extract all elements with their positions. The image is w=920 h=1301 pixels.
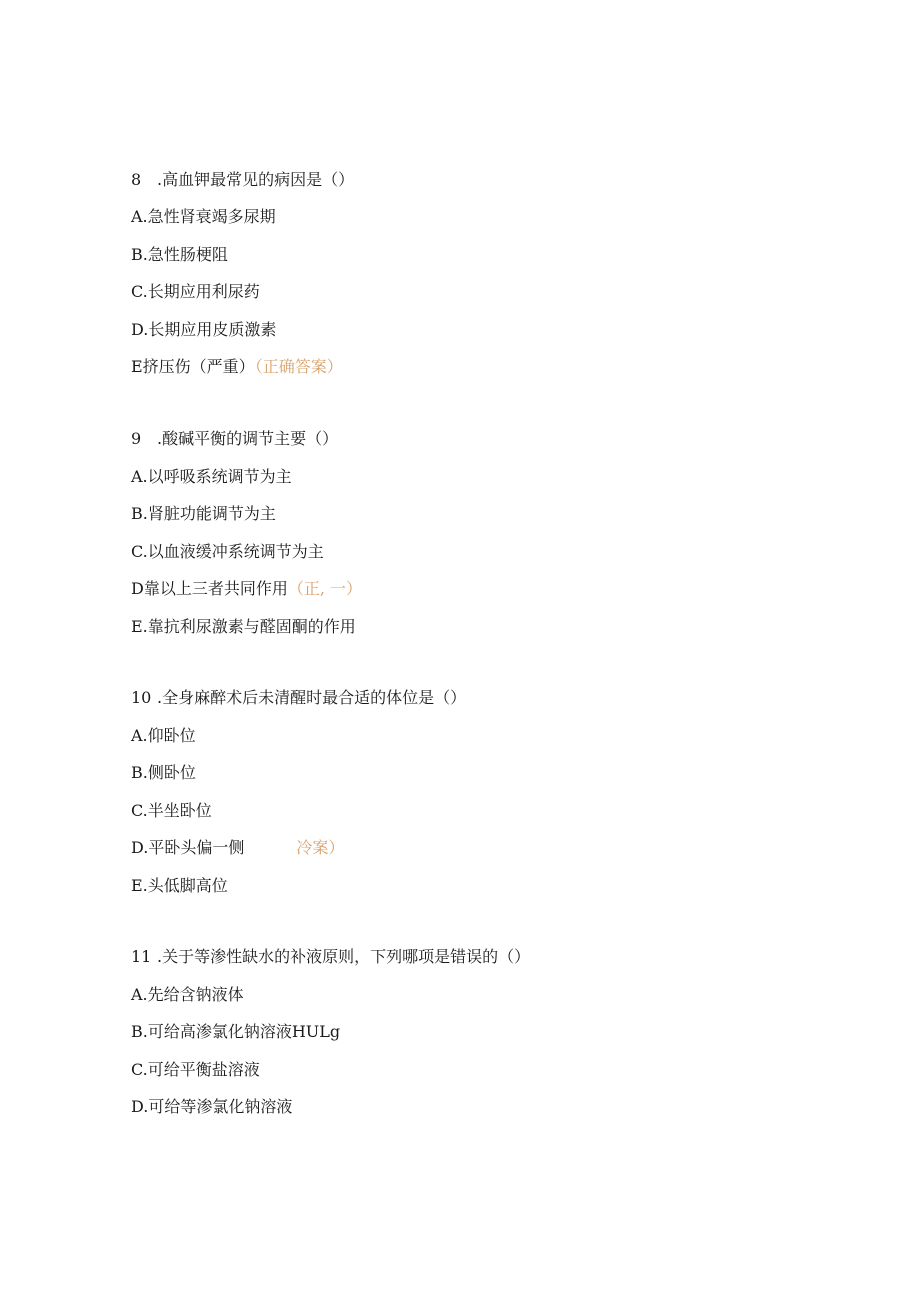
question-9-option-b — [131, 504, 276, 524]
question-11-option-b — [131, 1022, 340, 1042]
option-text: B.侧卧位 — [131, 763, 196, 782]
question-text: .酸碱平衡的调节主要（） — [157, 429, 339, 448]
question-number: 8 — [131, 170, 142, 189]
question-number: 10 — [131, 688, 152, 707]
option-text: C.长期应用利尿药 — [131, 282, 260, 301]
option-text: C.以血液缓冲系统调节为主 — [131, 542, 324, 561]
option-text: B.可给高渗氯化钠溶液HULg — [131, 1022, 341, 1041]
question-text: .高血钾最常见的病因是（） — [157, 170, 355, 189]
option-text: D.平卧头偏一侧 — [131, 838, 245, 857]
question-8-option-e — [131, 357, 343, 377]
question-9-option-c — [131, 542, 324, 562]
question-10-stem — [131, 688, 466, 708]
option-text: D.长期应用皮质激素 — [131, 320, 277, 339]
option-text: E挤压伤（严重） — [131, 357, 255, 376]
option-text: A.以呼吸系统调节为主 — [131, 467, 292, 486]
option-text: A.急性肾衰竭多尿期 — [131, 207, 276, 226]
question-10-option-a — [131, 726, 196, 746]
answer-mark: 冷案） — [296, 838, 345, 857]
option-text: E.头低脚高位 — [131, 876, 228, 895]
question-11-option-c — [131, 1060, 260, 1080]
question-10-option-d — [131, 838, 344, 858]
option-text: A.仰卧位 — [131, 726, 196, 745]
question-10-option-e — [131, 876, 228, 896]
question-text: .全身麻醉术后未清醒时最合适的体位是（） — [157, 688, 467, 707]
option-text: D.可给等渗氯化钠溶液 — [131, 1097, 293, 1116]
option-text: C.半坐卧位 — [131, 801, 212, 820]
question-11-option-d — [131, 1097, 292, 1117]
question-number: 9 — [131, 429, 142, 448]
option-text: A.先给含钠液体 — [131, 985, 244, 1004]
question-9-stem — [131, 429, 338, 449]
option-text: D靠以上三者共同作用 — [131, 579, 288, 598]
option-text: C.可给平衡盐溶液 — [131, 1060, 260, 1079]
question-number: 11 — [131, 947, 152, 966]
answer-mark: （正确答案） — [254, 357, 343, 376]
question-9-option-e — [131, 617, 356, 637]
question-10-option-b — [131, 763, 196, 783]
question-8-option-c — [131, 282, 260, 302]
question-8-stem — [131, 170, 354, 190]
question-11-stem — [131, 947, 530, 967]
question-text: .关于等渗性缺水的补液原则，下列哪项是错误的（） — [157, 947, 531, 966]
option-text: E.靠抗利尿激素与醛固酮的作用 — [131, 617, 356, 636]
question-10-option-c — [131, 801, 212, 821]
question-11-option-a — [131, 985, 244, 1005]
option-text: B.肾脏功能调节为主 — [131, 504, 276, 523]
question-8-option-d — [131, 320, 276, 340]
answer-mark: （正, 一） — [287, 579, 363, 598]
question-8-option-a — [131, 207, 276, 227]
question-9-option-d — [131, 579, 362, 599]
question-8-option-b — [131, 245, 228, 265]
question-9-option-a — [131, 467, 292, 487]
option-text: B.急性肠梗阻 — [131, 245, 228, 264]
